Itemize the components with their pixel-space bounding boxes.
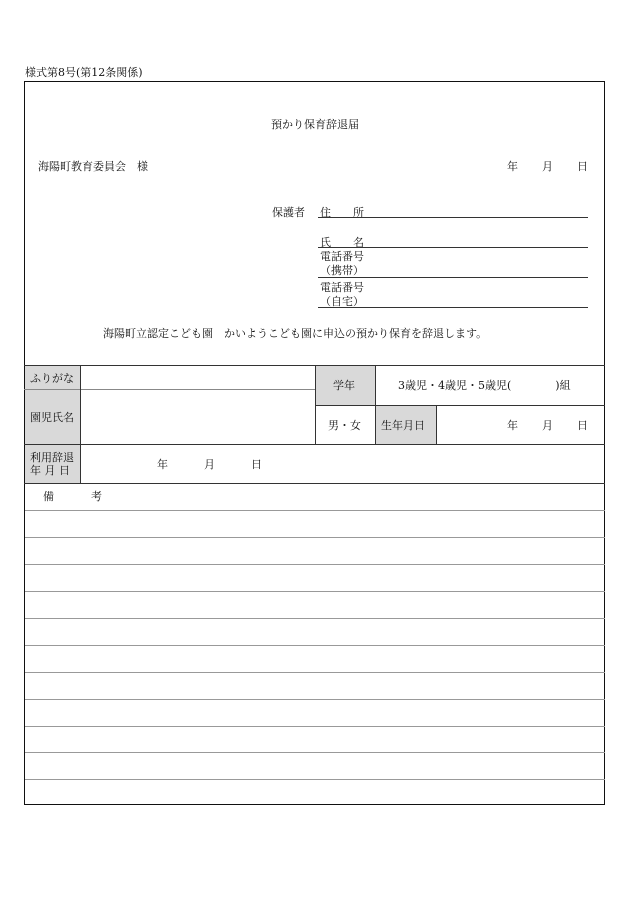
- remarks-label-first: 備: [43, 490, 54, 503]
- withdrawal-date-sub-label: 年 月 日: [30, 464, 70, 477]
- withdrawal-row-bottom-border: [24, 483, 605, 484]
- birth-day: 日: [577, 419, 588, 432]
- birthdate-label: 生年月日: [381, 419, 425, 432]
- grade-label: 学年: [333, 379, 355, 392]
- remarks-line[interactable]: [25, 779, 605, 780]
- phone-mobile-label: 電話番号: [320, 250, 364, 263]
- phone-mobile-sub-label: （携帯）: [320, 264, 364, 277]
- date-day: 日: [577, 160, 588, 173]
- grade-column-divider: [375, 365, 376, 444]
- guardian-label: 保護者: [272, 206, 305, 219]
- child-name-label: 園児氏名: [30, 411, 74, 424]
- phone-home-sub-label: （自宅）: [320, 295, 364, 308]
- birth-year: 年: [507, 419, 518, 432]
- grade-options[interactable]: 3歳児・4歳児・5歳児( )組: [398, 379, 571, 392]
- date-year: 年: [507, 160, 518, 173]
- sex-options[interactable]: 男・女: [328, 419, 361, 432]
- withdrawal-month: 月: [204, 458, 215, 471]
- phone-home-line[interactable]: [318, 307, 588, 308]
- guardian-name-line[interactable]: [318, 247, 588, 248]
- furigana-label: ふりがな: [30, 372, 74, 385]
- withdrawal-date-label: 利用辞退: [30, 451, 74, 464]
- remarks-line[interactable]: [25, 537, 605, 538]
- remarks-line[interactable]: [25, 726, 605, 727]
- remarks-line[interactable]: [25, 699, 605, 700]
- guardian-name-label: 氏 名: [320, 236, 364, 249]
- remarks-line[interactable]: [25, 618, 605, 619]
- form-title: 預かり保育辞退届: [271, 118, 359, 131]
- furigana-divider: [24, 389, 315, 390]
- remarks-line[interactable]: [25, 591, 605, 592]
- birthdate-column-divider: [436, 405, 437, 444]
- remarks-line[interactable]: [25, 645, 605, 646]
- addressee: 海陽町教育委員会 様: [38, 160, 148, 173]
- remarks-line[interactable]: [25, 510, 605, 511]
- label-column-divider: [80, 365, 81, 483]
- phone-home-label: 電話番号: [320, 281, 364, 294]
- remarks-line[interactable]: [25, 752, 605, 753]
- guardian-address-line[interactable]: [318, 217, 588, 218]
- date-month: 月: [542, 160, 553, 173]
- form-number: 様式第8号(第12条関係): [25, 66, 143, 79]
- guardian-address-label: 住 所: [320, 206, 364, 219]
- remarks-line[interactable]: [25, 672, 605, 673]
- birth-month: 月: [542, 419, 553, 432]
- grade-divider: [315, 405, 605, 406]
- furigana-field[interactable]: [82, 367, 314, 388]
- withdrawal-statement: 海陽町立認定こども園 かいようこども園に申込の預かり保育を辞退します。: [103, 327, 488, 340]
- child-row-bottom-border: [24, 444, 605, 445]
- child-name-field[interactable]: [82, 391, 314, 443]
- withdrawal-year: 年: [157, 458, 168, 471]
- remarks-label-second: 考: [91, 490, 102, 503]
- phone-mobile-line[interactable]: [318, 277, 588, 278]
- remarks-line[interactable]: [25, 564, 605, 565]
- withdrawal-day: 日: [251, 458, 262, 471]
- name-column-divider: [315, 365, 316, 444]
